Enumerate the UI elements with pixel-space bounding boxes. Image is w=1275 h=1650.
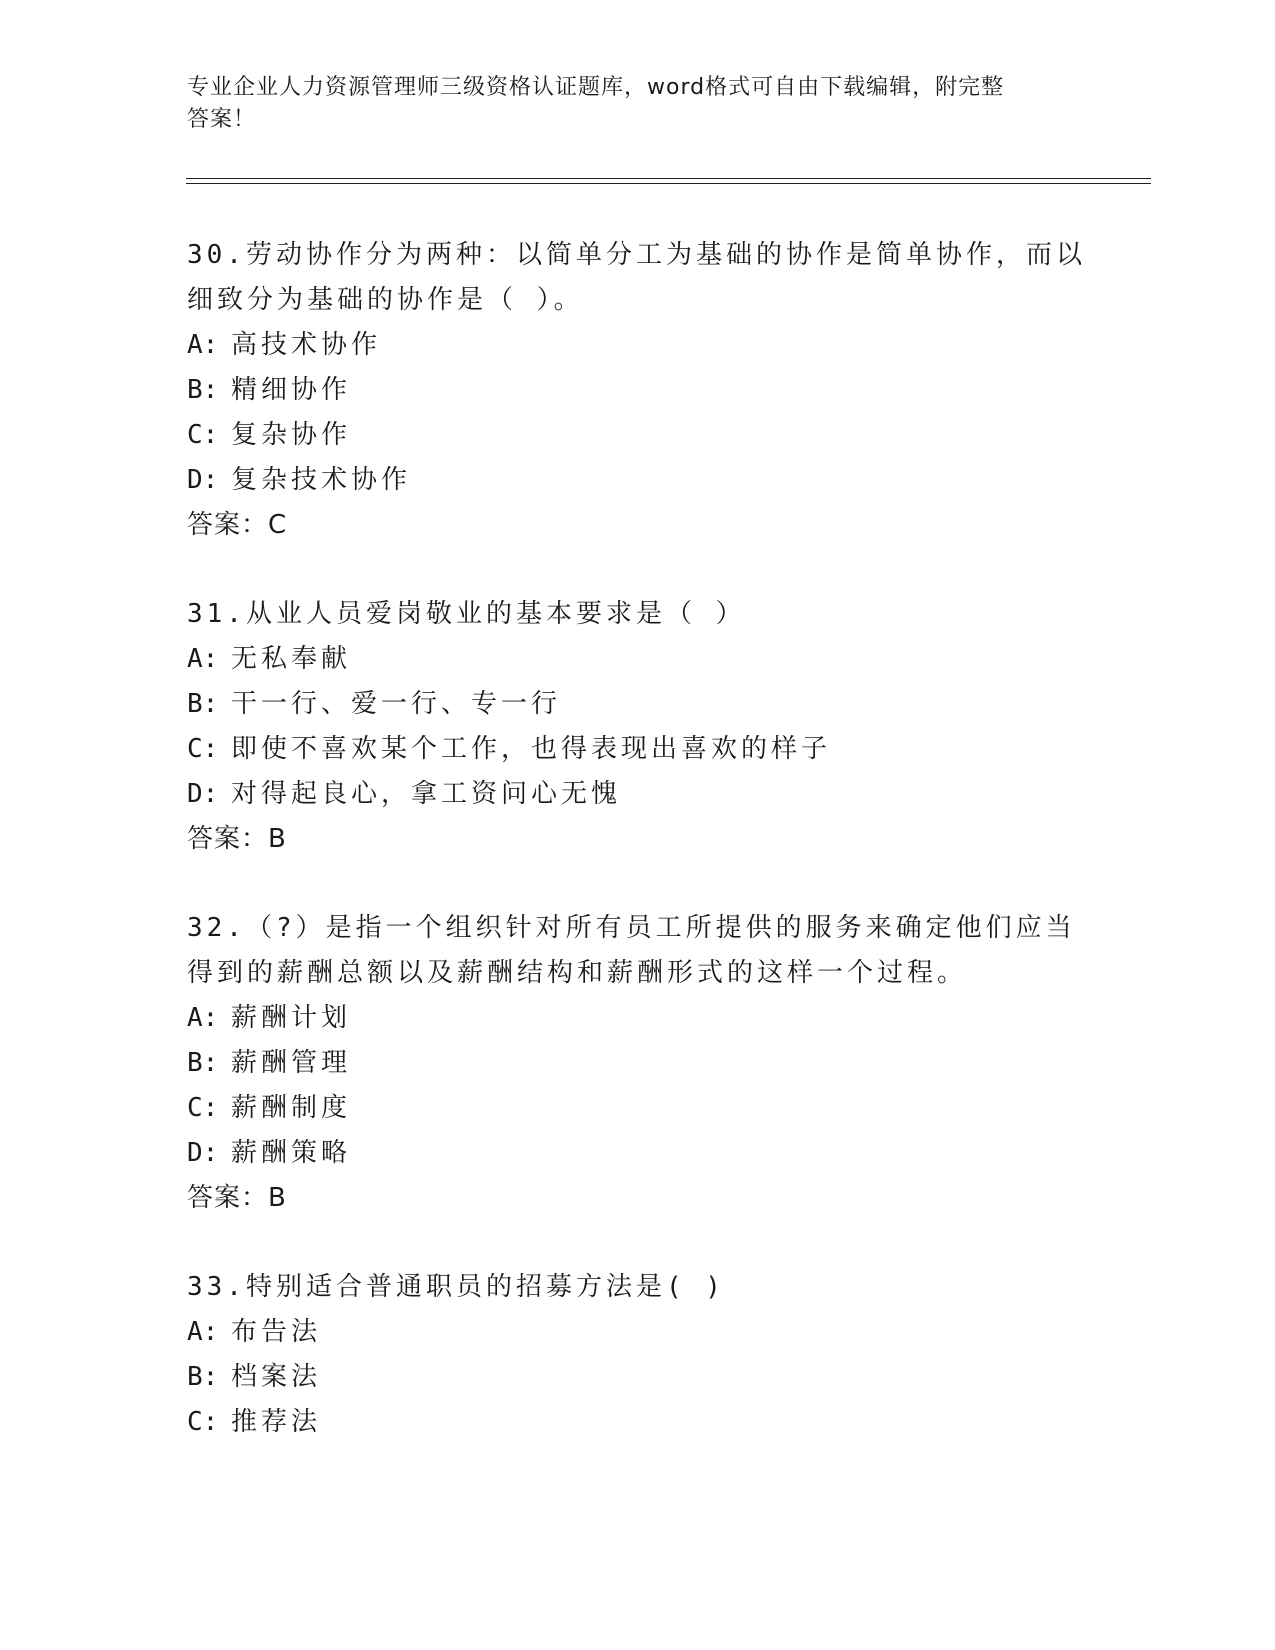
- option-text: 高技术协作: [231, 330, 382, 360]
- question-text: 31.从业人员爱岗敬业的基本要求是（ ）: [187, 599, 746, 629]
- answer-line: 答案：C: [187, 510, 288, 540]
- option-letter: B:: [187, 689, 219, 719]
- option-a: [187, 996, 1087, 1041]
- option-d: [187, 772, 1087, 817]
- option-text: 薪酬制度: [231, 1093, 352, 1123]
- option-letter: C:: [187, 1407, 219, 1437]
- header-line-2: 答案！: [187, 107, 257, 132]
- page-header: [187, 72, 1087, 136]
- question-text: 33.特别适合普通职员的招募方法是( ): [187, 1272, 725, 1302]
- option-letter: B:: [187, 375, 219, 405]
- answer-line: 答案：B: [187, 824, 287, 854]
- option-text: 薪酬策略: [231, 1138, 352, 1168]
- option-text: 复杂协作: [231, 420, 352, 450]
- option-text: 档案法: [231, 1362, 322, 1392]
- question-32: [187, 906, 1087, 1221]
- option-a: [187, 637, 1087, 682]
- option-text: 布告法: [231, 1317, 322, 1347]
- option-b: [187, 368, 1087, 413]
- option-letter: B:: [187, 1362, 219, 1392]
- header-rule-top: [186, 178, 1151, 179]
- answer-line: 答案：B: [187, 1183, 287, 1213]
- option-letter: D:: [187, 1138, 219, 1168]
- question-31: [187, 592, 1087, 862]
- option-letter: A:: [187, 1317, 219, 1347]
- option-b: [187, 682, 1087, 727]
- option-letter: A:: [187, 330, 219, 360]
- option-letter: A:: [187, 1003, 219, 1033]
- option-letter: D:: [187, 465, 219, 495]
- option-a: [187, 1310, 1087, 1355]
- option-letter: B:: [187, 1048, 219, 1078]
- option-text: 薪酬管理: [231, 1048, 352, 1078]
- option-text: 干一行、爱一行、专一行: [231, 689, 562, 719]
- option-c: [187, 1400, 1087, 1445]
- option-letter: C:: [187, 734, 219, 764]
- option-d: [187, 1131, 1087, 1176]
- option-b: [187, 1355, 1087, 1400]
- option-b: [187, 1041, 1087, 1086]
- option-a: [187, 323, 1087, 368]
- option-text: 即使不喜欢某个工作，也得表现出喜欢的样子: [231, 734, 832, 764]
- option-text: 推荐法: [231, 1407, 322, 1437]
- question-30: [187, 233, 1087, 548]
- option-text: 对得起良心，拿工资问心无愧: [231, 779, 622, 809]
- header-line-1: 专业企业人力资源管理师三级资格认证题库，word格式可自由下载编辑，附完整: [187, 75, 1005, 100]
- option-c: [187, 727, 1087, 772]
- question-text: 32.（?）是指一个组织针对所有员工所提供的服务来确定他们应当得到的薪酬总额以及薪酬结构和薪酬形式的这样一个过程。: [187, 913, 1076, 988]
- option-c: [187, 413, 1087, 458]
- option-c: [187, 1086, 1087, 1131]
- option-letter: C:: [187, 1093, 219, 1123]
- option-text: 无私奉献: [231, 644, 352, 674]
- option-letter: A:: [187, 644, 219, 674]
- question-list: [187, 233, 1087, 1489]
- header-rule-bottom: [186, 183, 1151, 184]
- option-text: 薪酬计划: [231, 1003, 352, 1033]
- option-letter: D:: [187, 779, 219, 809]
- option-text: 精细协作: [231, 375, 352, 405]
- question-text: 30.劳动协作分为两种：以简单分工为基础的协作是简单协作，而以细致分为基础的协作是（ ）。: [187, 240, 1086, 315]
- option-letter: C:: [187, 420, 219, 450]
- option-text: 复杂技术协作: [231, 465, 412, 495]
- option-d: [187, 458, 1087, 503]
- question-33: [187, 1265, 1087, 1445]
